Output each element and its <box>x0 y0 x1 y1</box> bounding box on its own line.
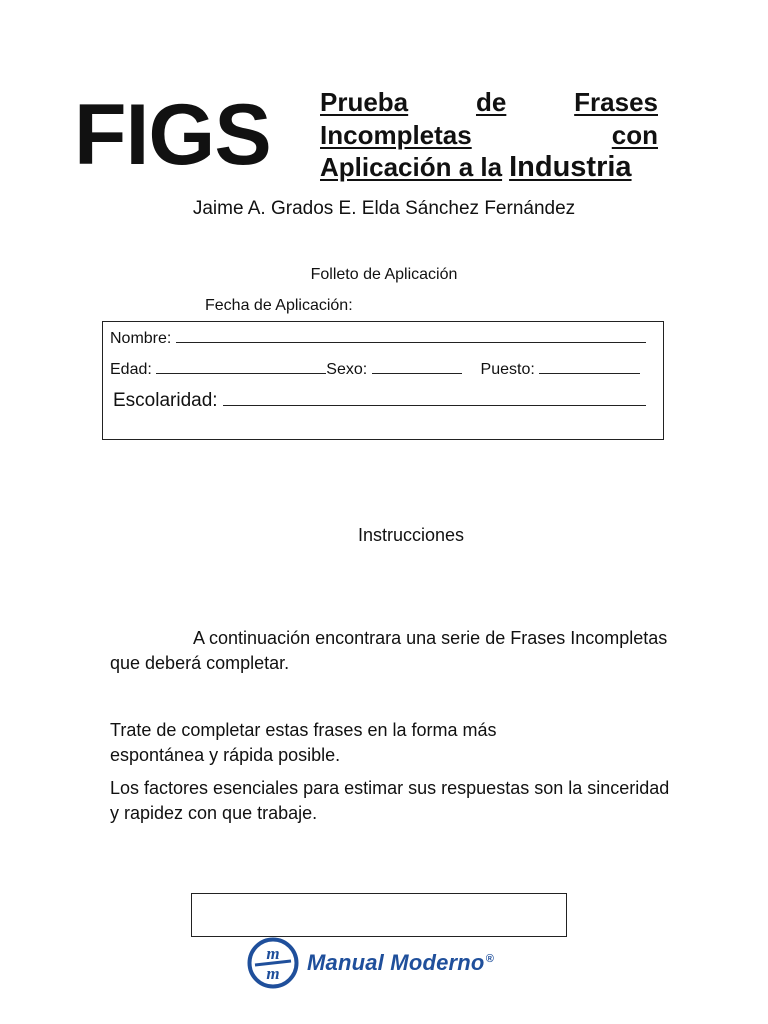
booklet-label: Folleto de Aplicación <box>310 266 458 283</box>
puesto-label: Puesto: <box>480 361 535 378</box>
svg-text:m: m <box>266 964 280 983</box>
title-word: Industria <box>509 151 632 183</box>
registered-mark: ® <box>485 952 494 965</box>
edad-label: Edad: <box>110 361 152 378</box>
instructions-paragraph-3 <box>110 776 670 825</box>
instructions-paragraph-2 <box>110 718 590 767</box>
puesto-field[interactable] <box>539 359 640 374</box>
authors: Jaime A. Grados E. Elda Sánchez Fernández <box>192 198 576 219</box>
title-word: Frases <box>574 87 658 117</box>
escolaridad-label: Escolaridad: <box>113 390 218 411</box>
publisher-name <box>307 950 494 976</box>
escolaridad-row <box>113 390 646 412</box>
manual-moderno-icon <box>247 937 299 989</box>
paragraph-text: A continuación encontrara una serie de Frases Incompletas que deberá completar. <box>110 628 668 673</box>
nombre-field[interactable] <box>176 328 646 343</box>
title-line-2 <box>320 119 658 152</box>
nombre-label: Nombre: <box>110 330 172 347</box>
sexo-field[interactable] <box>372 359 462 374</box>
document-title <box>320 86 658 184</box>
paragraph-text: Los factores esenciales para estimar sus respuestas son la sinceridad y rapidez con que trabaje. <box>110 778 670 823</box>
date-label: Fecha de Aplicación: <box>205 297 353 314</box>
instructions-heading: Instrucciones <box>357 525 465 545</box>
respondent-form <box>102 321 664 440</box>
publisher-name-text: Manual Moderno <box>307 950 485 975</box>
edad-field[interactable] <box>156 359 326 374</box>
sexo-label: Sexo: <box>326 361 368 378</box>
title-word: Prueba <box>320 87 409 117</box>
title-line-3 <box>320 151 658 184</box>
figs-logo-text: FIGS <box>74 87 271 183</box>
empty-box <box>191 893 567 937</box>
title-word: de <box>475 87 507 117</box>
paragraph-text: Trate de completar estas frases en la forma más espontánea y rápida posible. <box>110 720 497 765</box>
publisher-logo <box>247 937 494 989</box>
instructions-paragraph-1 <box>110 626 670 675</box>
svg-text:m: m <box>266 944 280 963</box>
title-line-1 <box>320 86 658 119</box>
title-word: Incompletas <box>320 119 472 150</box>
nombre-row <box>110 328 646 348</box>
title-word: con <box>611 119 658 150</box>
title-word: Aplicación a la <box>320 152 503 182</box>
escolaridad-field[interactable] <box>223 391 646 406</box>
edad-sexo-puesto-row <box>110 359 640 379</box>
